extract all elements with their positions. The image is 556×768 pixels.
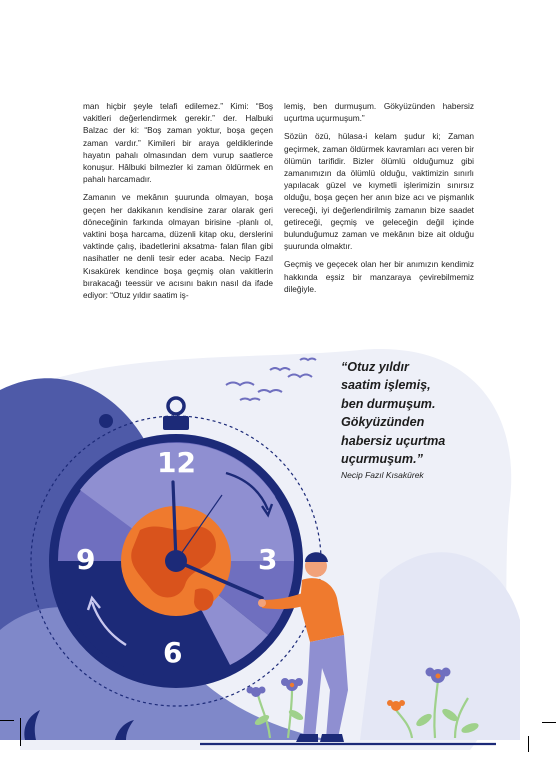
paragraph: Geçmiş ve geçecek olan her bir anımızın kendimiz hakkında eşsiz bir manzaraya çevirebilmemiz dileğiyle. [284,259,474,294]
article-column-left [83,100,273,307]
paragraph: man hiçbir şeyle telafi edilemez.” Kimi: “Boş vakitleri değerlendirmek gerekir.” der. Halbuki Balzac der ki: “Boş zaman yoktur, boşa geçen zaman vardır.” Kimileri bir araya geldiklerinde hayatın pahalı olmasından dem vurup saatlerce konuşur. Hâlbuki bilmezler ki zaman öldürmek en pahalı harcamadır. [83,101,273,185]
crop-mark [542,722,556,723]
quote-line: saatim işlemiş, [341,378,431,393]
quote-line: ben durmuşum. [341,396,436,411]
paragraph: lemiş, ben durmuşum. Gökyüzünden habersiz uçurtma uçurmuşum.” [284,101,474,124]
clock-center [165,550,187,572]
person-hand [258,599,266,607]
crop-mark [20,718,21,746]
crop-mark [528,736,529,752]
clock-numeral-6: 6 [163,636,183,669]
crop-mark [0,720,14,721]
background-hill-right [360,552,520,740]
quote-line: Gökyüzünden [341,415,425,430]
article-column-right [284,100,474,301]
quote-line: uçurmuşum.” [341,452,423,467]
orbit-dot [99,414,113,428]
quote-author: Necip Fazıl Kısakürek [341,470,424,480]
clock-crown [163,416,189,430]
quote-line: “Otuz yıldır [341,360,409,374]
clock-numeral-12: 12 [157,446,196,479]
clock-numeral-3: 3 [258,543,278,576]
quote-line: habersiz uçurtma [341,433,446,448]
pull-quote [341,358,481,468]
clock-numeral-9: 9 [76,543,96,576]
paragraph: Zamanın ve mekânın şuurunda olmayan, boşa geçen her dakikanın kendisine zarar olarak geri döneceğinin farkında olmayan birisine -planlı ol, vaktini boşa harcama, düzenli kitap oku, derslerini vaktinde çalış, ibadetlerini aksatma- falan filan gibi nasihatler ne denli tesir eder acaba. Necip Fazıl Kısakürek kendince boşa geçmiş olan vakitlerin bırakacağı teessür ve acısını bakın nasıl da ifade ediyor: “Otuz yıldır saatim iş- [83,192,273,301]
paragraph: Sözün özü, hülasa-i kelam şudur ki; Zaman geçirmek, zaman öldürmek kavramları acı veren bir ölümün tarifidir. Bizler ölümlü olduğumuz gibi zamanımızın da ölümlü olduğu, vaktimizin sınırlı yapılacak güzel ve kıymetli işlerimizin sınırsız olduğu, boşa geçen her anın bize acı ve pişmanlık vereceği, iyi değerlendirilmiş zamanın bize saadet getireceği, geçmiş ve geleceğin değil içinde bulunduğumuz zaman ve mekânın bize ait olduğu şuurunda olmaktır. [284,131,474,252]
